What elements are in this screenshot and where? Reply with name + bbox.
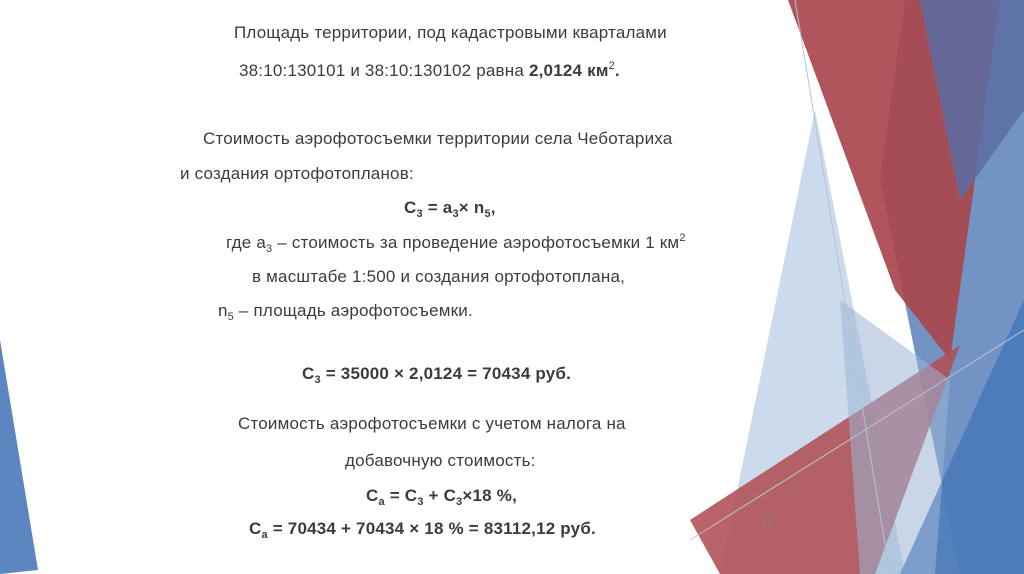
formula-1: $С_3 = а_3\times n_5$, <box>404 198 496 220</box>
definition-a3-line-2: в масштабе 1:500 и создания ортофотоплана, <box>252 267 626 286</box>
formula-4: $С_а = 70434 + 70434 \times 18$ % = 83112,12 руб. <box>249 519 596 541</box>
page-number: 21 <box>762 516 774 527</box>
area-line-2: 38:10:130101 и 38:10:130102 равна 2,0124 $км^2$. <box>239 60 620 80</box>
definition-a3: где $а_3$ – стоимость за проведение аэрофотосъемки 1 $км^2$ <box>226 232 686 255</box>
tax-line-2: добавочную стоимость: <box>345 451 536 470</box>
area-value: 2,0124 <box>528 61 583 80</box>
formula-3: $С_а = С_3 + С_3\times 18$ %, <box>366 486 517 508</box>
cost-line-2: и создания ортофотопланов: <box>180 164 414 183</box>
left-blue-triangle <box>0 340 38 574</box>
definition-n5: $n_5$ – площадь аэрофотосъемки. <box>218 301 473 323</box>
tax-line-1: Стоимость аэрофотосъемки с учетом налога на <box>238 414 626 433</box>
area-line-1: Площадь территории, под кадастровыми кварталами <box>234 23 667 42</box>
formula-2: $С_3 = 35000 \times 2,0124 = 70434$ руб. <box>302 364 572 386</box>
cost-line-1: Стоимость аэрофотосъемки территории села Чеботариха <box>203 129 673 148</box>
